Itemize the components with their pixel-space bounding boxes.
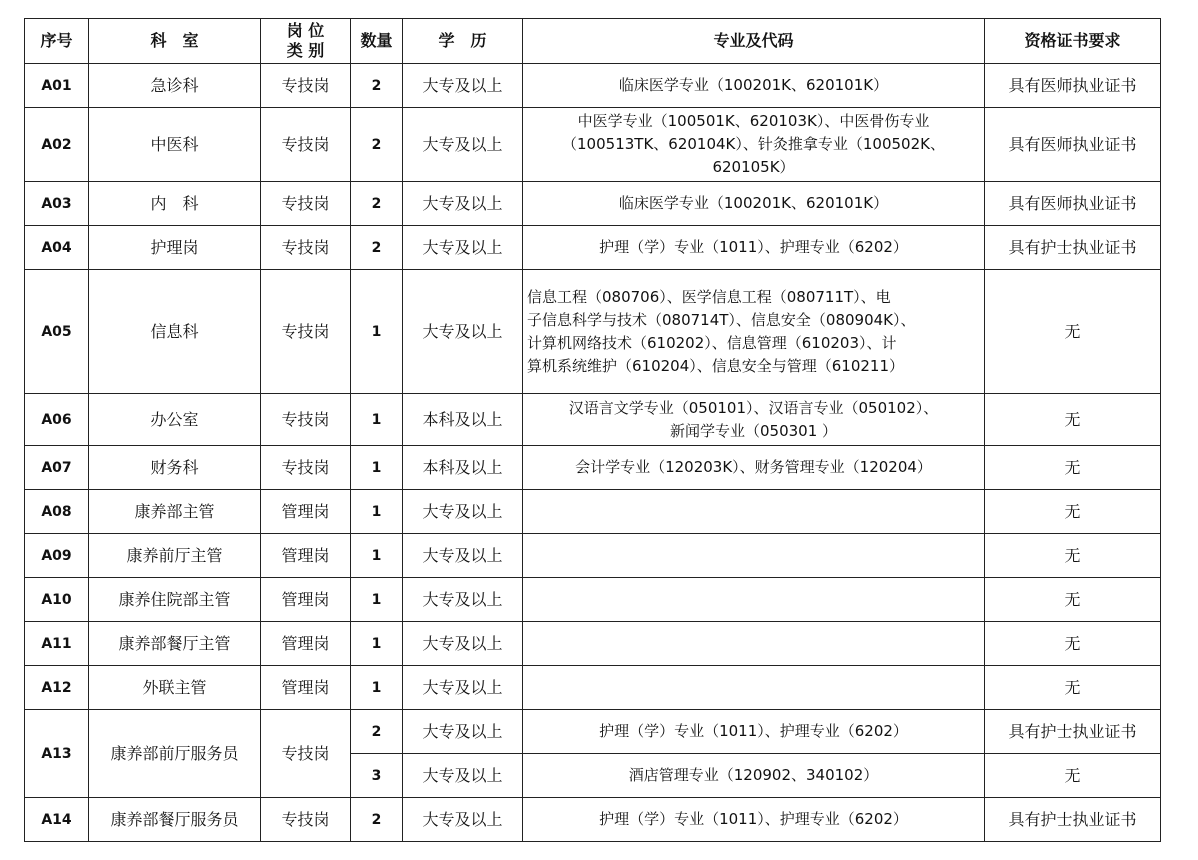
cell-edu: 大专及以上 <box>403 578 523 622</box>
table-row <box>25 666 1161 710</box>
cell-count: 2 <box>351 108 403 182</box>
table-row <box>25 182 1161 226</box>
cell-seq: A01 <box>25 64 89 108</box>
table-row <box>25 446 1161 490</box>
cell-major: 护理（学）专业（1011）、护理专业（6202） <box>523 710 985 754</box>
table-row <box>25 490 1161 534</box>
table-row <box>25 578 1161 622</box>
cell-dept: 康养部前厅服务员 <box>89 710 261 798</box>
cell-major: 临床医学专业（100201K、620101K） <box>523 64 985 108</box>
cell-count: 1 <box>351 394 403 446</box>
cell-count: 2 <box>351 226 403 270</box>
cell-major <box>523 622 985 666</box>
cell-edu: 大专及以上 <box>403 666 523 710</box>
cell-cert: 无 <box>985 446 1161 490</box>
cell-cert: 具有护士执业证书 <box>985 710 1161 754</box>
cell-cert: 无 <box>985 622 1161 666</box>
cell-count: 1 <box>351 622 403 666</box>
cell-seq: A05 <box>25 270 89 394</box>
cell-type: 管理岗 <box>261 534 351 578</box>
cell-cert: 无 <box>985 666 1161 710</box>
cell-seq: A14 <box>25 798 89 842</box>
cell-edu: 大专及以上 <box>403 710 523 754</box>
cell-edu: 大专及以上 <box>403 64 523 108</box>
cell-edu: 大专及以上 <box>403 754 523 798</box>
cell-seq: A02 <box>25 108 89 182</box>
cell-major <box>523 534 985 578</box>
table-row <box>25 270 1161 394</box>
cell-cert: 具有医师执业证书 <box>985 182 1161 226</box>
cell-dept: 护理岗 <box>89 226 261 270</box>
cell-cert: 无 <box>985 754 1161 798</box>
cell-dept: 康养部餐厅服务员 <box>89 798 261 842</box>
cell-dept: 内 科 <box>89 182 261 226</box>
table-row <box>25 622 1161 666</box>
cell-count: 1 <box>351 578 403 622</box>
cell-cert: 具有医师执业证书 <box>985 64 1161 108</box>
cell-seq: A10 <box>25 578 89 622</box>
cell-major: 酒店管理专业（120902、340102） <box>523 754 985 798</box>
cell-count: 2 <box>351 182 403 226</box>
header-major: 专业及代码 <box>523 19 985 64</box>
header-row <box>25 19 1161 64</box>
cell-major <box>523 666 985 710</box>
cell-dept: 中医科 <box>89 108 261 182</box>
cell-dept: 康养前厅主管 <box>89 534 261 578</box>
cell-edu: 本科及以上 <box>403 394 523 446</box>
cell-type: 专技岗 <box>261 108 351 182</box>
cell-edu: 大专及以上 <box>403 182 523 226</box>
header-count: 数量 <box>351 19 403 64</box>
header-type: 岗 位 类 别 <box>261 19 351 64</box>
table-row <box>25 710 1161 754</box>
table-row <box>25 108 1161 182</box>
cell-major <box>523 578 985 622</box>
table-row <box>25 64 1161 108</box>
cell-major: 会计学专业（120203K）、财务管理专业（120204） <box>523 446 985 490</box>
cell-type: 专技岗 <box>261 394 351 446</box>
cell-edu: 本科及以上 <box>403 446 523 490</box>
cell-type: 专技岗 <box>261 270 351 394</box>
cell-cert: 具有护士执业证书 <box>985 798 1161 842</box>
cell-count: 1 <box>351 534 403 578</box>
cell-type: 专技岗 <box>261 226 351 270</box>
cell-cert: 无 <box>985 270 1161 394</box>
cell-edu: 大专及以上 <box>403 226 523 270</box>
cell-seq: A07 <box>25 446 89 490</box>
cell-type: 管理岗 <box>261 578 351 622</box>
cell-type: 专技岗 <box>261 446 351 490</box>
cell-count: 2 <box>351 798 403 842</box>
cell-type: 管理岗 <box>261 666 351 710</box>
cell-dept: 财务科 <box>89 446 261 490</box>
cell-type: 管理岗 <box>261 622 351 666</box>
cell-major <box>523 490 985 534</box>
cell-major: 中医学专业（100501K、620103K）、中医骨伤专业 （100513TK、620104K）、针灸推拿专业（100502K、 620105K） <box>523 108 985 182</box>
cell-edu: 大专及以上 <box>403 108 523 182</box>
header-seq: 序号 <box>25 19 89 64</box>
table-row <box>25 798 1161 842</box>
cell-count: 1 <box>351 446 403 490</box>
cell-type: 专技岗 <box>261 798 351 842</box>
cell-count: 1 <box>351 666 403 710</box>
cell-count: 2 <box>351 64 403 108</box>
table-row <box>25 226 1161 270</box>
cell-count: 3 <box>351 754 403 798</box>
cell-cert: 无 <box>985 394 1161 446</box>
cell-dept: 外联主管 <box>89 666 261 710</box>
cell-cert: 具有护士执业证书 <box>985 226 1161 270</box>
table-row <box>25 394 1161 446</box>
cell-dept: 办公室 <box>89 394 261 446</box>
cell-edu: 大专及以上 <box>403 534 523 578</box>
cell-seq: A08 <box>25 490 89 534</box>
cell-seq: A13 <box>25 710 89 798</box>
recruitment-table <box>24 18 1161 842</box>
cell-seq: A09 <box>25 534 89 578</box>
cell-count: 1 <box>351 490 403 534</box>
header-dept: 科 室 <box>89 19 261 64</box>
table-row <box>25 534 1161 578</box>
cell-major: 护理（学）专业（1011）、护理专业（6202） <box>523 226 985 270</box>
cell-cert: 无 <box>985 534 1161 578</box>
cell-dept: 急诊科 <box>89 64 261 108</box>
header-cert: 资格证书要求 <box>985 19 1161 64</box>
cell-type: 专技岗 <box>261 710 351 798</box>
header-edu: 学 历 <box>403 19 523 64</box>
cell-dept: 康养部餐厅主管 <box>89 622 261 666</box>
cell-seq: A04 <box>25 226 89 270</box>
cell-count: 2 <box>351 710 403 754</box>
cell-edu: 大专及以上 <box>403 270 523 394</box>
cell-major: 信息工程（080706）、医学信息工程（080711T）、电 子信息科学与技术（080714T）、信息安全（080904K）、 计算机网络技术（610202）、信息管理（610203）、计 算机系统维护（610204）、信息安全与管理（610211） <box>523 270 985 394</box>
cell-type: 专技岗 <box>261 182 351 226</box>
cell-seq: A06 <box>25 394 89 446</box>
cell-cert: 具有医师执业证书 <box>985 108 1161 182</box>
cell-seq: A03 <box>25 182 89 226</box>
cell-edu: 大专及以上 <box>403 798 523 842</box>
cell-edu: 大专及以上 <box>403 622 523 666</box>
cell-major: 护理（学）专业（1011）、护理专业（6202） <box>523 798 985 842</box>
cell-dept: 康养部主管 <box>89 490 261 534</box>
cell-type: 专技岗 <box>261 64 351 108</box>
cell-edu: 大专及以上 <box>403 490 523 534</box>
cell-cert: 无 <box>985 578 1161 622</box>
cell-count: 1 <box>351 270 403 394</box>
cell-dept: 信息科 <box>89 270 261 394</box>
cell-major: 临床医学专业（100201K、620101K） <box>523 182 985 226</box>
cell-cert: 无 <box>985 490 1161 534</box>
cell-dept: 康养住院部主管 <box>89 578 261 622</box>
cell-major: 汉语言文学专业（050101）、汉语言专业（050102）、 新闻学专业（050301 ） <box>523 394 985 446</box>
cell-seq: A11 <box>25 622 89 666</box>
cell-seq: A12 <box>25 666 89 710</box>
cell-type: 管理岗 <box>261 490 351 534</box>
